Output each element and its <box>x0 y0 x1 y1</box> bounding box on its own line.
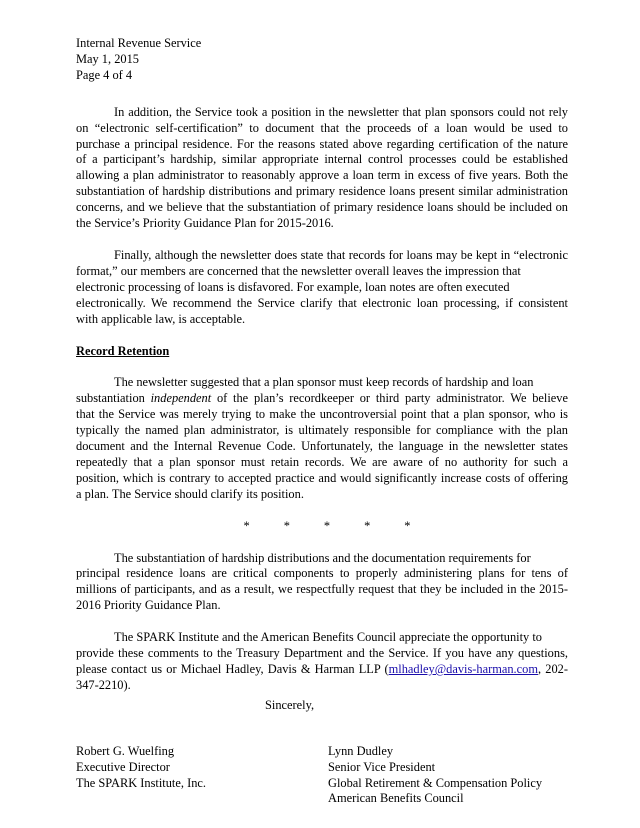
paragraph-line: concerns, and we believe that the substantiation of primary residence loans should be included on <box>76 200 568 215</box>
paragraph-line: with applicable law, is acceptable. <box>76 311 246 326</box>
letter-page <box>76 36 568 814</box>
asterisk: * <box>283 518 290 533</box>
signer-title: Senior Vice President <box>328 759 436 774</box>
text-fragment: please contact us or Michael Hadley, Davis & Harman LLP ( <box>76 662 389 676</box>
section-heading-record-retention: Record Retention <box>76 343 170 358</box>
signer-organization: American Benefits Council <box>328 791 464 806</box>
signer-title: Executive Director <box>76 759 170 774</box>
paragraph-line: 2016 Priority Guidance Plan. <box>76 598 221 613</box>
closing-sincerely: Sincerely, <box>265 697 315 712</box>
paragraph-line: format,” our members are concerned that the newsletter overall leaves the impression that <box>76 263 521 278</box>
paragraph-line: electronic processing of loans is disfavored. For example, loan notes are often executed <box>76 279 510 294</box>
asterisk: * <box>364 518 371 533</box>
text-fragment: , 202- <box>538 662 568 676</box>
signature-left <box>76 744 206 792</box>
paragraph-line: principal residence loans are critical components to properly administering plans for tens of <box>76 566 568 581</box>
paragraph-line: on “electronic self-certification” to document that the proceeds of a loan would be used to <box>76 120 568 135</box>
paragraph-line: In addition, the Service took a position in the newsletter that plan sponsors could not rely <box>114 104 568 119</box>
paragraph-line: the Service’s Priority Guidance Plan for 2015-2016. <box>76 216 334 231</box>
paragraph-line: The substantiation of hardship distributions and the documentation requirements for <box>114 550 531 565</box>
paragraph-line: position, which is contrary to accepted practice and would significantly increase costs of offering <box>76 470 568 485</box>
paragraph-line: allowing a plan administrator to reasonably approve a loan term in excess of five years. Both the <box>76 168 568 183</box>
signature-block <box>76 744 568 814</box>
paragraph-line: repeatedly that a plan sponsor must retain records. We are aware of no authority for such a <box>76 454 568 469</box>
paragraph-line: that the Service was merely trying to make the uncontroversial point that a plan sponsor, who is <box>76 407 568 422</box>
paragraph-line: document and the Internal Revenue Code. Unfortunately, the language in the newsletter states <box>76 439 568 454</box>
paragraph-line: substantiation of hardship distributions and primary residence loans present similar administration <box>76 184 568 199</box>
asterisk: * <box>323 518 331 533</box>
text-fragment: of the plan’s recordkeeper or third party administrator. We believe <box>211 391 568 406</box>
paragraph-line: a plan. The Service should clarify its position. <box>76 486 304 501</box>
paragraph-request <box>76 551 568 615</box>
paragraph-line: The newsletter suggested that a plan sponsor must keep records of hardship and loan <box>114 375 534 390</box>
asterisk-separator <box>76 519 568 535</box>
paragraph-line: Finally, although the newsletter does state that records for loans may be kept in “electronic <box>114 247 568 262</box>
header-page-number: Page 4 of 4 <box>76 67 133 82</box>
signature-right <box>328 744 542 808</box>
email-link[interactable]: mlhadley@davis-harman.com <box>388 662 538 676</box>
paragraph-line: millions of participants, and as a result, we respectfully request that they be included in the 2015- <box>76 582 568 597</box>
paragraph-line <box>76 391 568 407</box>
paragraph-line: The SPARK Institute and the American Benefits Council appreciate the opportunity to <box>114 630 542 645</box>
signer-organization: The SPARK Institute, Inc. <box>76 775 206 790</box>
paragraph-contact <box>76 630 568 694</box>
paragraph-line <box>76 662 568 678</box>
paragraph-line: of a participant’s hardship, similar appropriate internal control processes could be established <box>76 152 568 167</box>
paragraph-line: provide these comments to the Treasury Department and the Service. If you have any questions, <box>76 646 568 661</box>
signer-title-secondary: Global Retirement & Compensation Policy <box>328 775 543 790</box>
paragraph-line: purchase a principal residence. For the reasons stated above regarding certification of the nature <box>76 136 568 151</box>
asterisk: * <box>243 518 250 533</box>
paragraph-self-certification <box>76 105 568 232</box>
paragraph-record-retention <box>76 375 568 502</box>
paragraph-line: 347-2210). <box>76 677 131 692</box>
header-date: May 1, 2015 <box>76 51 139 66</box>
paragraph-line: typically the named plan administrator, is ultimately responsible for compliance with the plan <box>76 423 568 438</box>
paragraph-electronic-format <box>76 248 568 328</box>
emphasis-independent: independent <box>150 391 212 406</box>
header-recipient: Internal Revenue Service <box>76 36 202 50</box>
text-fragment: substantiation <box>76 391 151 406</box>
signer-name: Lynn Dudley <box>328 743 394 758</box>
asterisk: * <box>404 518 411 533</box>
letter-header <box>76 36 568 84</box>
paragraph-line: electronically. We recommend the Service clarify that electronic loan processing, if consistent <box>76 295 568 310</box>
signer-name: Robert G. Wuelfing <box>76 743 175 758</box>
